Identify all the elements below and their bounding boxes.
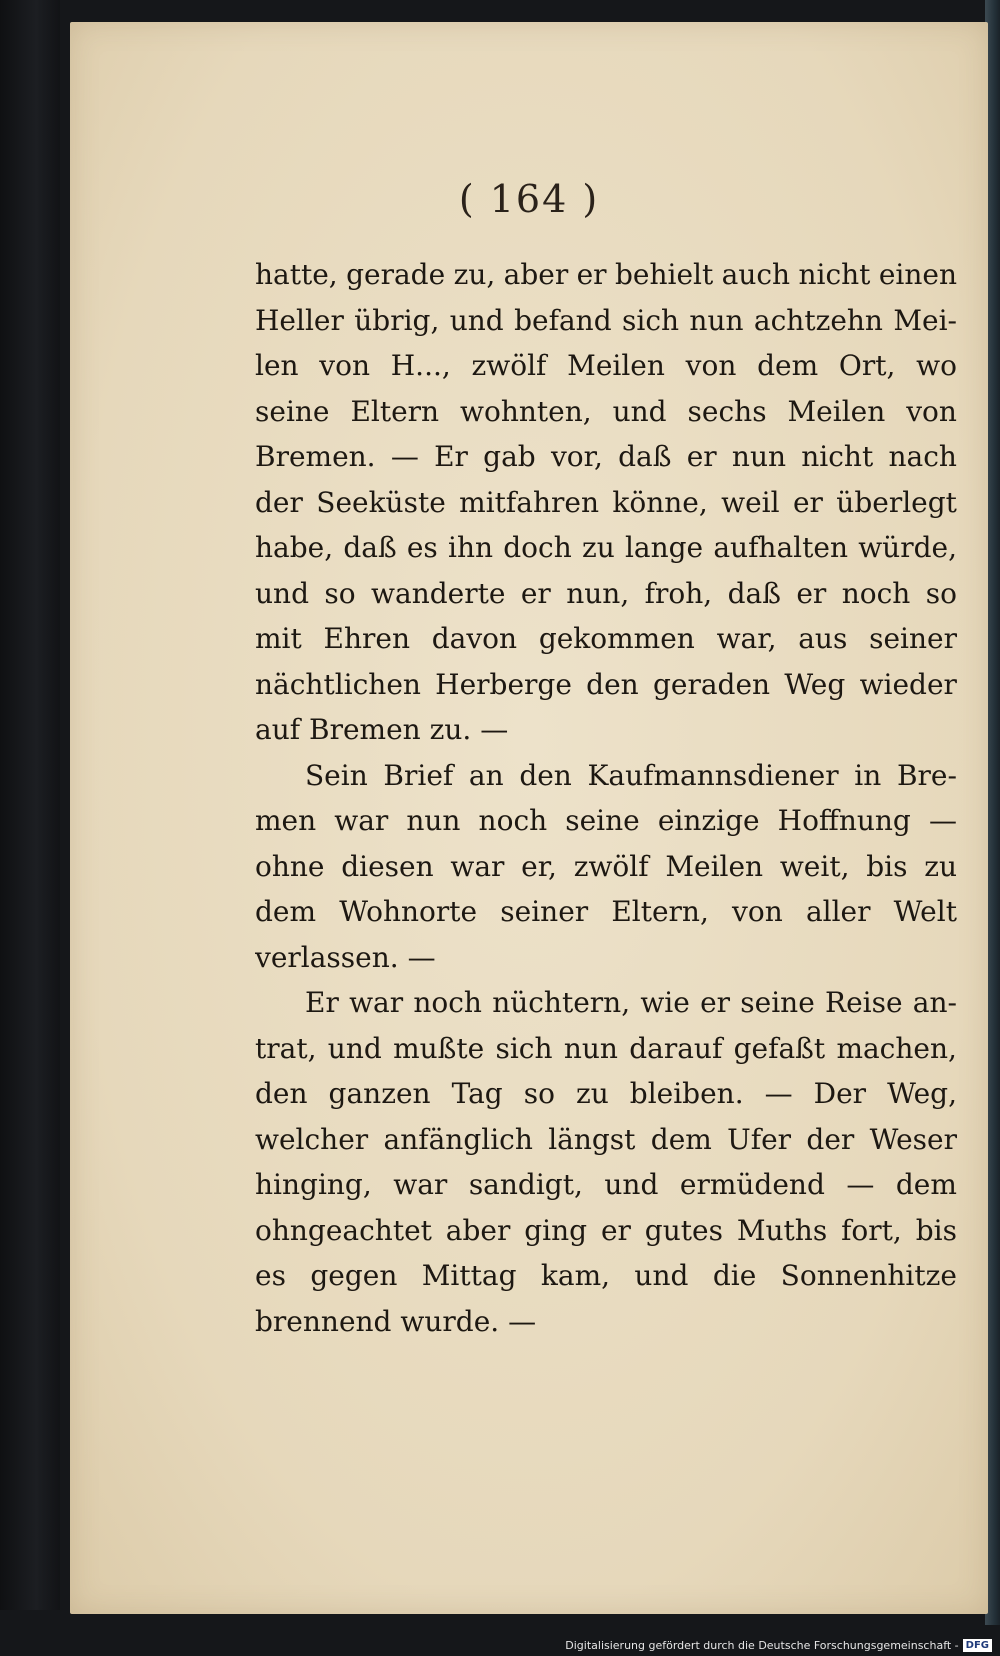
text-line: ohngeachtet aber ging er gutes Muths fort, bis: [255, 1213, 957, 1247]
text-line: und so wanderte er nun, froh, daß er noch so: [255, 576, 957, 610]
text-line: es gegen Mittag kam, und die Sonnenhitze: [255, 1259, 957, 1292]
credit-text: Digitalisierung gefördert durch die Deutsche Forschungsgemeinschaft -: [565, 1638, 959, 1652]
text-line: brennend wurde. —: [255, 1304, 537, 1338]
text-line: hinging, war sandigt, und ermüdend — dem: [255, 1168, 957, 1201]
text-line: Bremen. — Er gab vor, daß er nun nicht nach: [255, 440, 957, 473]
text-line: dem Wohnorte seiner Eltern, von aller Welt: [255, 895, 957, 928]
text-line: der Seeküste mitfahren könne, weil er überlegt: [255, 485, 957, 519]
text-line: nächtlichen Herberge den geraden Weg wieder: [255, 667, 957, 701]
text-line: len von H..., zwölf Meilen von dem Ort, wo: [255, 349, 957, 382]
text-line: verlassen. —: [255, 940, 436, 974]
page-number: ( 164 ): [458, 177, 600, 221]
text-line: Sein Brief an den Kaufmannsdiener in Bre-: [305, 758, 957, 792]
text-line: Er war noch nüchtern, wie er seine Reise an-: [305, 986, 957, 1019]
text-line: trat, und mußte sich nun darauf gefaßt machen,: [255, 1031, 957, 1065]
digitization-credit: [565, 1636, 992, 1654]
text-line: welcher anfänglich längst dem Ufer der Weser: [255, 1122, 957, 1156]
book-page: [70, 22, 988, 1614]
text-line: seine Eltern wohnten, und sechs Meilen von: [255, 394, 957, 428]
page-text: [255, 252, 957, 1344]
text-line: habe, daß es ihn doch zu lange aufhalten würde,: [255, 531, 957, 564]
dfg-logo-icon: DFG: [963, 1639, 992, 1652]
text-line: den ganzen Tag so zu bleiben. — Der Weg,: [255, 1077, 957, 1110]
text-line: hatte, gerade zu, aber er behielt auch nicht einen: [255, 258, 957, 291]
text-line: Heller übrig, und befand sich nun achtzehn Mei-: [255, 303, 957, 337]
text-line: men war nun noch seine einzige Hoffnung —: [255, 804, 957, 837]
text-line: auf Bremen zu. —: [255, 713, 509, 746]
book-edge-left: [0, 0, 60, 1610]
text-line: mit Ehren davon gekommen war, aus seiner: [255, 622, 957, 655]
text-line: ohne diesen war er, zwölf Meilen weit, bis zu: [255, 849, 957, 883]
